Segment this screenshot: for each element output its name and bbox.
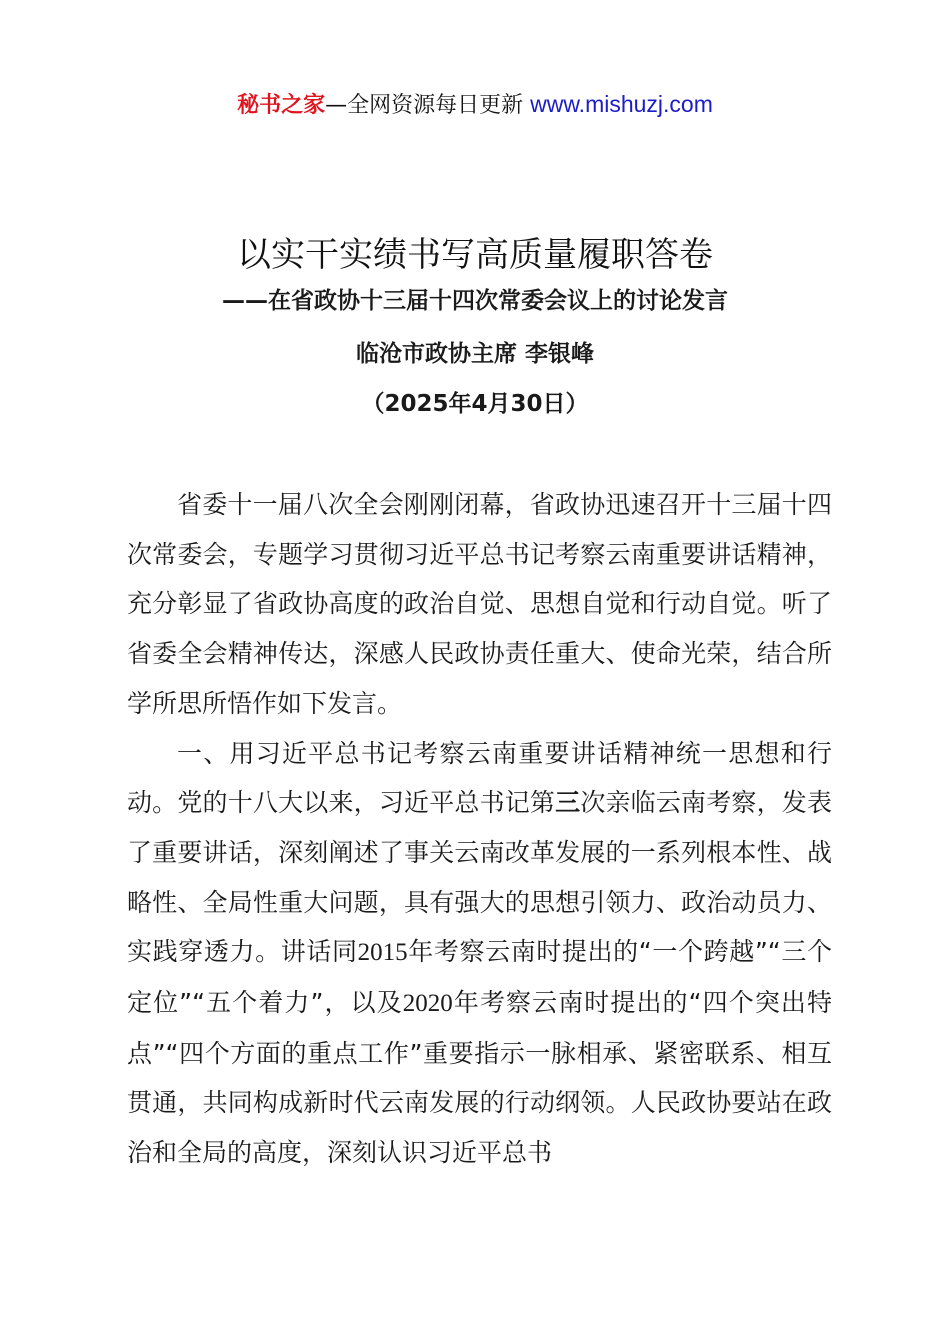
site-url-link[interactable]: www.mishuzj.com — [530, 91, 713, 117]
paragraph-year: 2015 — [357, 939, 408, 967]
paragraph-text-segment: 次亲临云南考察，发表了重要讲话，深刻阐述了事关云南改革发展的一系列根本性、战略性、全局性重大问题，具有强大的思想引领力、政治动员力、实践穿透力。讲话同 — [127, 788, 832, 967]
document-date: （2025年4月30日） — [361, 391, 589, 417]
site-header — [0, 88, 950, 122]
site-brand[interactable]: 秘书之家 — [237, 93, 326, 118]
body-paragraph-section-one — [127, 729, 832, 1178]
site-slogan: —全网资源每日更新 — [325, 93, 531, 118]
paragraph-emphasis: 三 — [555, 788, 581, 818]
document-body — [127, 480, 832, 1178]
body-paragraph-intro: 省委十一届八次全会刚刚闭幕，省政协迅速召开十三届十四次常委会，专题学习贯彻习近平总书记考察云南重要讲话精神，充分彰显了省政协高度的政治自觉、思想自觉和行动自觉。听了省委全会精神传达，深感人民政协责任重大、使命光荣，结合所学所思所悟作如下发言。 — [127, 490, 832, 718]
document-title: 以实干实绩书写高质量履职答卷 — [237, 235, 713, 275]
document-author: 临沧市政协主席 李银峰 — [355, 341, 594, 367]
paragraph-text-segment: 年考察云南时提出的“四个突出特点”“四个方面的重点工作”重要指示一脉相承、紧密联系、相互贯通，共同构成新时代云南发展的行动纲领。人民政协要站在政治和全局的高度，深刻认识习近平总书 — [127, 988, 832, 1168]
paragraph-year: 2020 — [402, 990, 453, 1018]
paragraph-text-segment: 年考察云南时提出的“一个跨越”“三个定位”“五个着力”，以及 — [127, 937, 832, 1018]
document-subtitle: ——在省政协十三届十四次常委会议上的讨论发言 — [222, 288, 728, 314]
paragraph-text-segment: 一、用习近平总书记考察云南重要讲话精神统一思想和行动。党的十八大以来，习近平总书记第 — [127, 738, 832, 818]
